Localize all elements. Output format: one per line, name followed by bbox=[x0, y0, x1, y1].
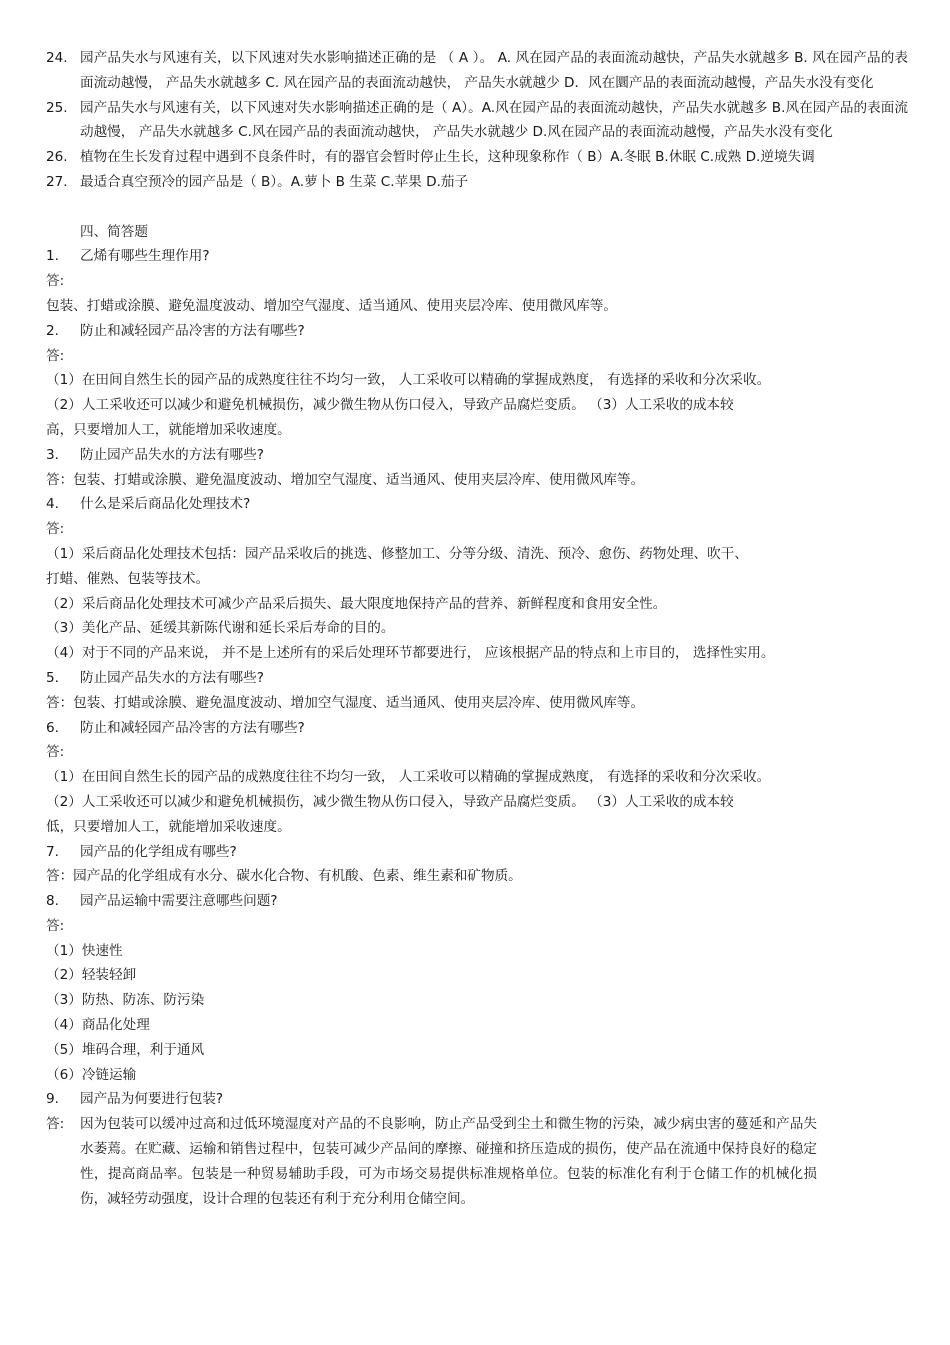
answer-line: 答: bbox=[46, 917, 65, 934]
question-text: 植物在生长发育过程中遇到不良条件时，有的器官会暂时停止生长，这种现象称作（ B）A.冬眠 B.休眠 C.成熟 D.逆境失调 bbox=[80, 149, 815, 166]
answer-line: （2）人工采收还可以减少和避免机械损伤，减少微生物从伤口侵入，导致产品腐烂变质。 （3）人工采收的成本较 bbox=[46, 793, 734, 810]
sa-question-9 bbox=[46, 1087, 908, 1112]
document-page bbox=[46, 46, 908, 1211]
answer-line: 答: bbox=[46, 347, 65, 364]
answer-line: （1）在田间自然生长的园产品的成熟度往往不均匀一致， 人工采收可以精确的掌握成熟度， 有选择的采收和分次采收。 bbox=[46, 769, 771, 786]
answer-line: （3）美化产品、延缓其新陈代谢和延长采后寿命的目的。 bbox=[46, 620, 395, 637]
sa-question-4 bbox=[46, 492, 908, 517]
question-number: 5. bbox=[46, 669, 59, 686]
answer-line: （2）采后商品化处理技术可减少产品采后损失、最大限度地保持产品的营养、新鲜程度和食用安全性。 bbox=[46, 595, 667, 612]
sa-question-7 bbox=[46, 840, 908, 865]
question-number: 1. bbox=[46, 248, 59, 265]
mc-question-26 bbox=[46, 145, 908, 170]
sa-question-5 bbox=[46, 666, 908, 691]
sa-question-3 bbox=[46, 443, 908, 468]
answer-line: （5）堆码合理，利于通风 bbox=[46, 1041, 205, 1058]
question-text: 防止园产品失水的方法有哪些? bbox=[80, 446, 264, 463]
mc-question-24 bbox=[46, 46, 908, 96]
section-title: 四、简答题 bbox=[80, 223, 148, 240]
answer-line: （1）采后商品化处理技术包括：园产品采收后的挑选、修整加工、分等分级、清洗、预冷、愈伤、药物处理、吹干、 bbox=[46, 545, 748, 562]
question-number: 24. bbox=[46, 50, 68, 66]
question-number: 4. bbox=[46, 496, 59, 513]
mc-question-25 bbox=[46, 96, 908, 146]
answer-line: 答：包装、打蜡或涂膜、避免温度波动、增加空气湿度、适当通风、使用夹层冷库、使用微风库等。 bbox=[46, 471, 645, 488]
answer-line: 答：园产品的化学组成有水分、碳水化合物、有机酸、色素、维生素和矿物质。 bbox=[46, 868, 522, 885]
answer-line: （1）快速性 bbox=[46, 942, 123, 959]
answer-line: 答：包装、打蜡或涂膜、避免温度波动、增加空气湿度、适当通风、使用夹层冷库、使用微风库等。 bbox=[46, 694, 645, 711]
answer-line: （3）防热、防冻、防污染 bbox=[46, 992, 205, 1009]
question-number: 7. bbox=[46, 843, 59, 860]
answer-line: 包装、打蜡或涂膜、避免温度波动、增加空气湿度、适当通风、使用夹层冷库、使用微风库等。 bbox=[46, 297, 617, 314]
sa-question-2 bbox=[46, 319, 908, 344]
question-text: 乙烯有哪些生理作用? bbox=[80, 248, 210, 265]
question-text: 园产品为何要进行包装? bbox=[80, 1091, 224, 1108]
answer-text: 因为包装可以缓冲过高和过低环境湿度对产品的不良影响，防止产品受到尘土和微生物的污染，减少病虫害的蔓延和产品失水萎蔫。在贮藏、运输和销售过程中，包装可减少产品间的摩擦、碰撞和挤压造成的损伤，使产品在流通中保持良好的稳定性，提高商品率。包装是一种贸易辅助手段，可为市场交易提供标准规格单位。包装的标准化有利于仓储工作的机械化损伤，减轻劳动强度，设计合理的包装还有利于充分利用仓储空间。 bbox=[80, 1116, 817, 1207]
question-text: 园产品失水与风速有关，以下风速对失水影响描述正确的是（ A）。A.风在园产品的表面流动越快，产品失水就越多 B.风在园产品的表面流动越慢， 产品失水就越多 C.风在园产品的表面流动越快， 产品失水就越少 D.风在园产品的表面流动越慢，产品失水没有变化 bbox=[80, 99, 908, 141]
answer-line: 答: bbox=[46, 744, 65, 761]
answer-line: 打蜡、催熟、包装等技术。 bbox=[46, 570, 210, 587]
question-text: 园产品的化学组成有哪些? bbox=[80, 843, 237, 860]
question-text: 最适合真空预冷的园产品是（ B）。A.萝卜 B 生菜 C.苹果 D.茄子 bbox=[80, 173, 469, 190]
question-text: 防止和减轻园产品冷害的方法有哪些? bbox=[80, 322, 305, 339]
answer-line: （4）对于不同的产品来说， 并不是上述所有的采后处理环节都要进行， 应该根据产品的特点和上市目的， 选择性实用。 bbox=[46, 645, 775, 662]
answer-label: 答: bbox=[46, 1116, 65, 1133]
answer-line: （2）轻装轻卸 bbox=[46, 967, 137, 984]
question-text: 防止园产品失水的方法有哪些? bbox=[80, 669, 264, 686]
answer-line: （4）商品化处理 bbox=[46, 1017, 150, 1034]
answer-line: 答: bbox=[46, 273, 65, 290]
answer-line: 答: bbox=[46, 521, 65, 538]
question-text: 防止和减轻园产品冷害的方法有哪些? bbox=[80, 719, 305, 736]
answer-line: 高，只要增加人工，就能增加采收速度。 bbox=[46, 421, 291, 438]
answer-line: （1）在田间自然生长的园产品的成熟度往往不均匀一致， 人工采收可以精确的掌握成熟度， 有选择的采收和分次采收。 bbox=[46, 372, 771, 389]
answer-line: （6）冷链运输 bbox=[46, 1066, 137, 1083]
question-number: 9. bbox=[46, 1091, 59, 1108]
answer-line: 低，只要增加人工，就能增加采收速度。 bbox=[46, 818, 291, 835]
question-number: 25. bbox=[46, 99, 68, 116]
answer-line: （2）人工采收还可以减少和避免机械损伤，减少微生物从伤口侵入，导致产品腐烂变质。 （3）人工采收的成本较 bbox=[46, 397, 734, 414]
question-number: 2. bbox=[46, 322, 59, 339]
question-number: 3. bbox=[46, 446, 59, 463]
question-number: 27. bbox=[46, 173, 68, 190]
question-text: 园产品失水与风速有关，以下风速对失水影响描述正确的是 （ A ）。 A. 风在园产品的表面流动越快，产品失水就越多 B. 风在园产品的表面流动越慢， 产品失水就越多 C. 风在园产品的表面流动越快， 产品失水就越少 D．风在圜产品的表面流动越慢，产品失水没有变化 bbox=[80, 50, 908, 91]
question-number: 8. bbox=[46, 893, 59, 910]
sa-question-1 bbox=[46, 244, 908, 269]
sa-question-8 bbox=[46, 889, 908, 914]
question-number: 6. bbox=[46, 719, 59, 736]
answer-paragraph bbox=[46, 1112, 817, 1211]
mc-question-27 bbox=[46, 170, 908, 195]
sa-question-6 bbox=[46, 716, 908, 741]
question-text: 什么是采后商品化处理技术? bbox=[80, 496, 251, 513]
question-text: 园产品运输中需要注意哪些问题? bbox=[80, 893, 278, 910]
question-number: 26. bbox=[46, 149, 68, 166]
